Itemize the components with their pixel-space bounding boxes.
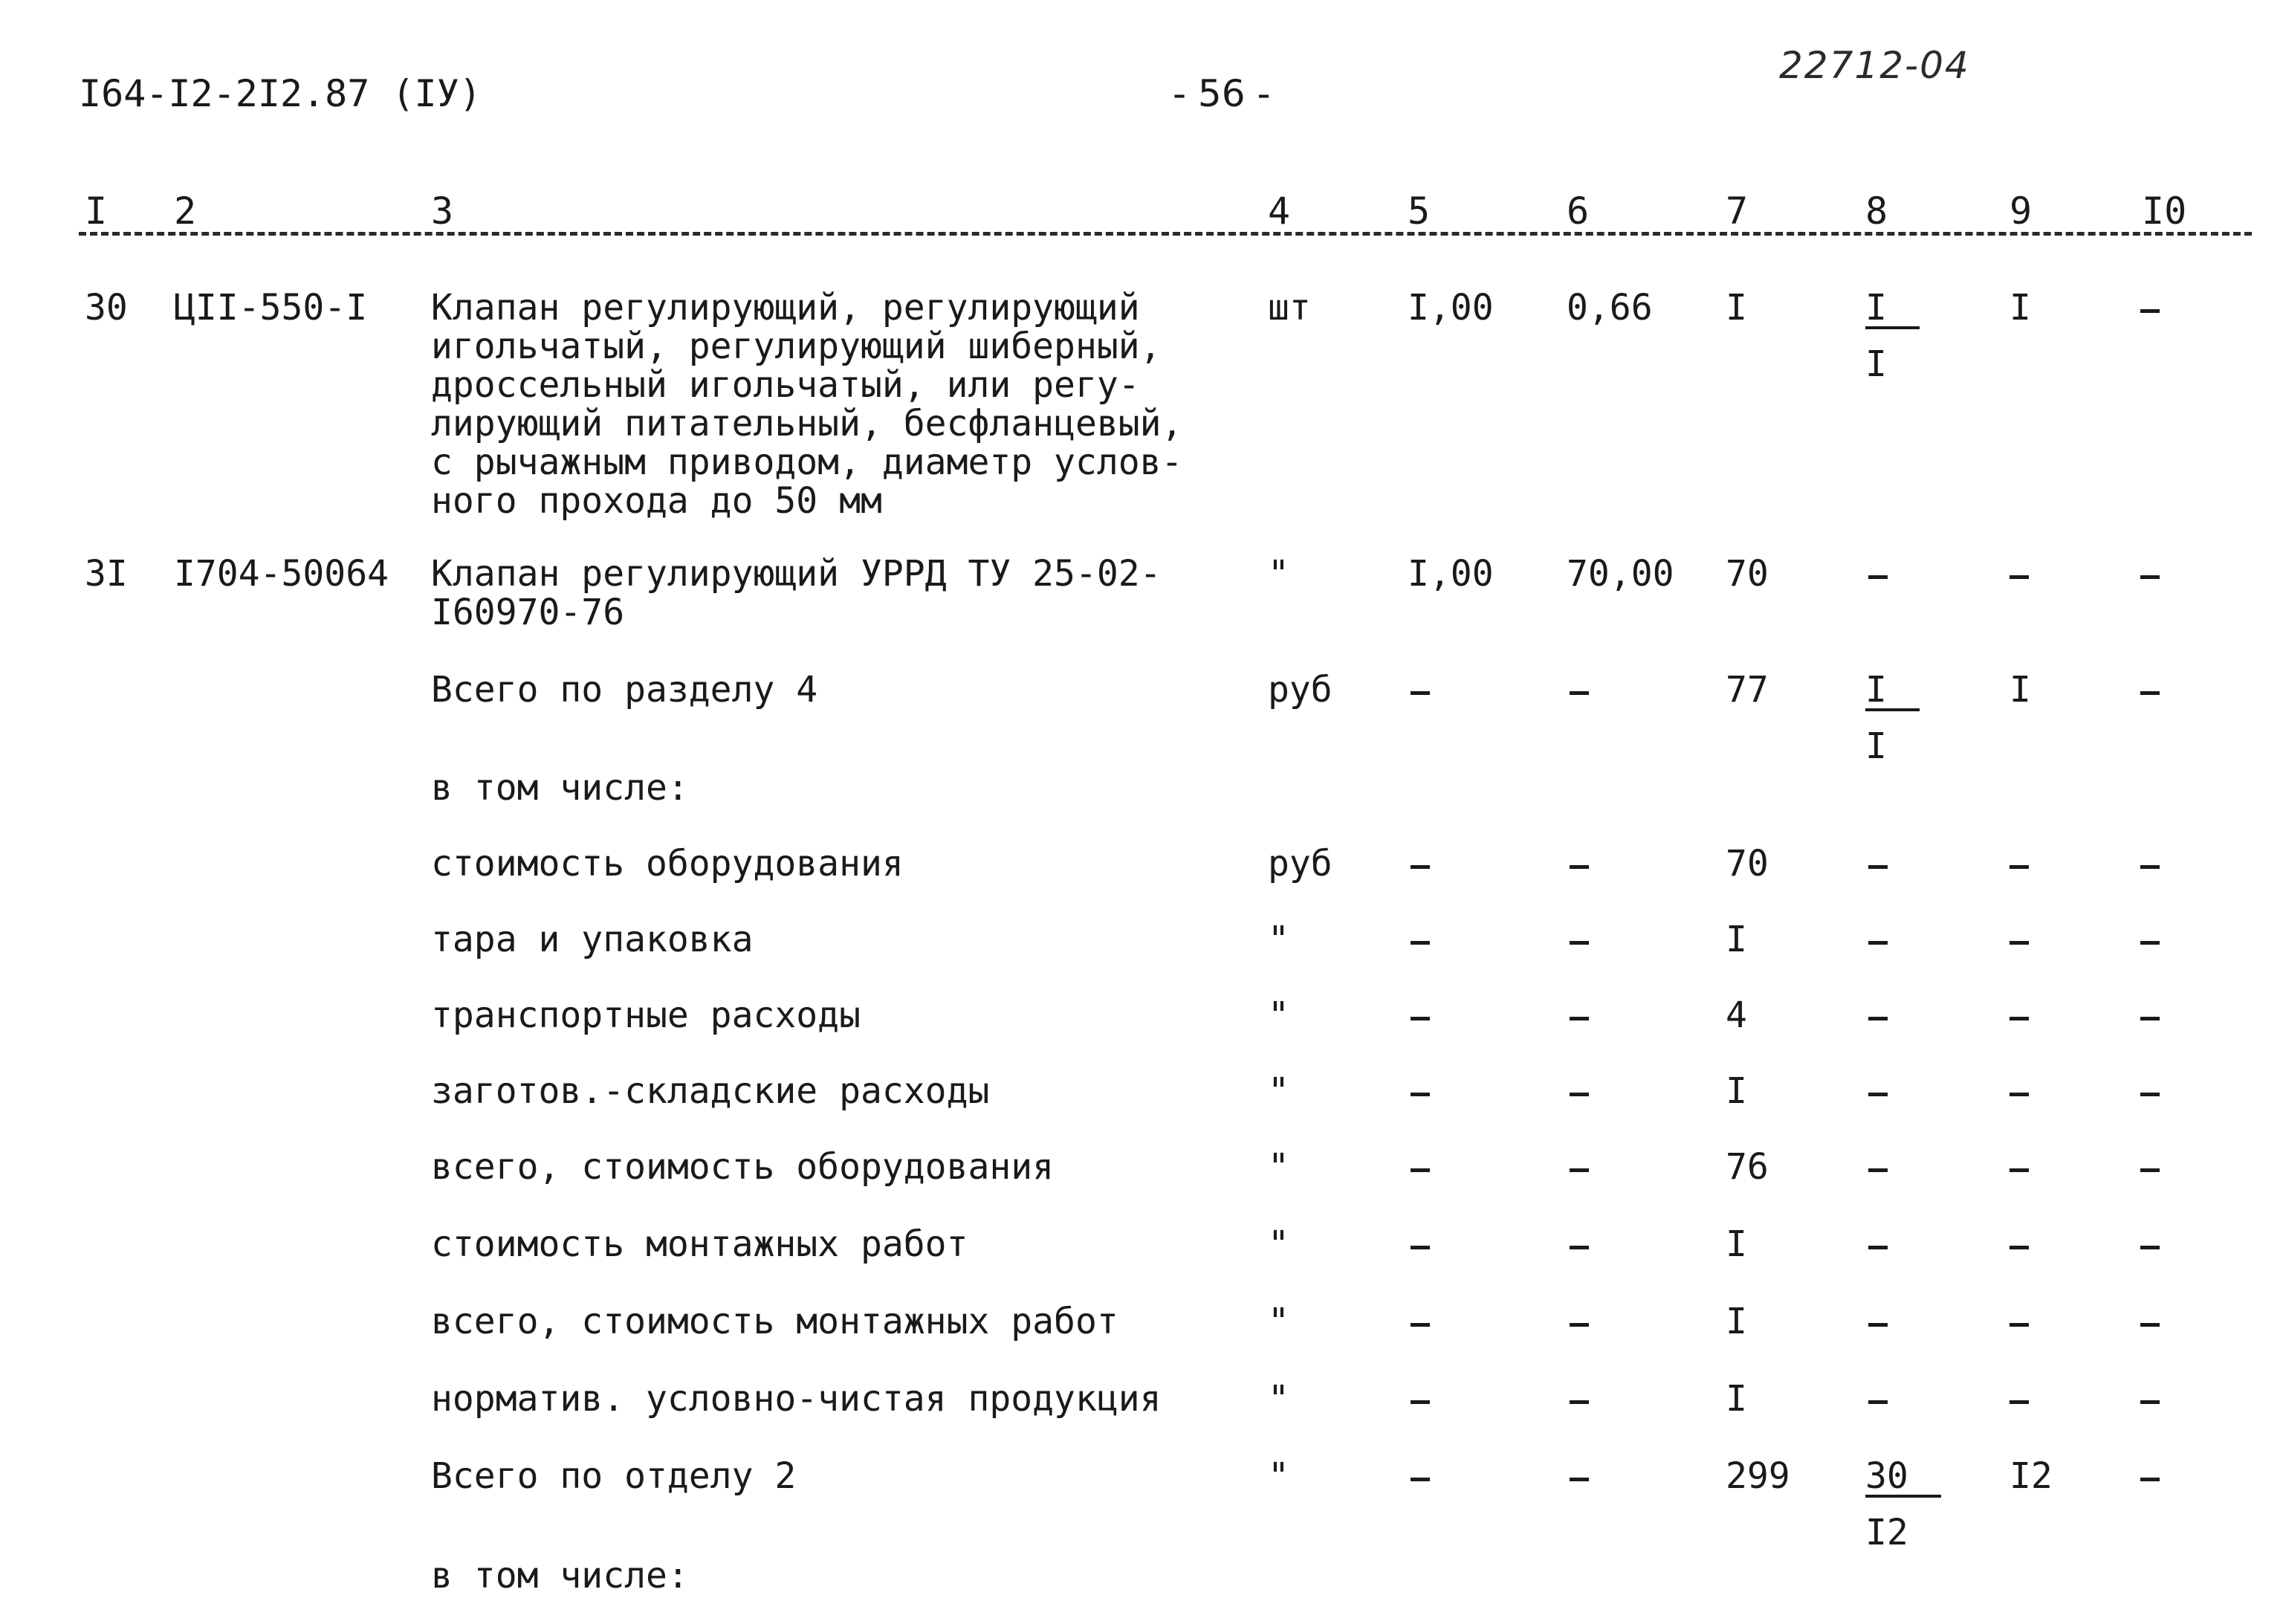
row-12-c7: I — [1726, 1378, 1747, 1420]
row-1-c5: I,00 — [1408, 287, 1494, 329]
row-10-c10-dash — [2140, 1246, 2160, 1249]
row-11-c6-dash — [1570, 1323, 1589, 1327]
row-13-c9: I2 — [2010, 1455, 2053, 1497]
row-11-description: всего, стоимость монтажных работ — [431, 1301, 1118, 1342]
row-7-c5-dash — [1411, 1017, 1430, 1020]
row-13-c6-dash — [1570, 1478, 1589, 1481]
row-1-c6: 0,66 — [1567, 287, 1653, 329]
row-12-c9-dash — [2010, 1400, 2029, 1404]
row-8-description: заготов.-складские расходы — [431, 1070, 990, 1112]
row-1-c7: I — [1726, 287, 1747, 329]
row-5-c8-dash — [1868, 865, 1888, 869]
row-7-c10-dash — [2140, 1017, 2160, 1020]
column-number-5: 5 — [1408, 190, 1431, 233]
row-6-c9-dash — [2010, 941, 2029, 945]
row-2-c6: 70,00 — [1567, 553, 1674, 595]
row-8-c5-dash — [1411, 1093, 1430, 1096]
row-1-no: 30 — [85, 287, 128, 329]
row-6-unit: " — [1268, 919, 1289, 960]
row-7-unit: " — [1268, 994, 1289, 1036]
row-12-unit: " — [1268, 1378, 1289, 1420]
row-13-c10-dash — [2140, 1478, 2160, 1481]
row-5-c7: 70 — [1726, 843, 1769, 884]
row-6-c5-dash — [1411, 941, 1430, 945]
row-5-c5-dash — [1411, 865, 1430, 869]
row-11-unit: " — [1268, 1301, 1289, 1342]
fraction-numerator: I — [1865, 289, 1920, 329]
row-2-c10-dash — [2140, 575, 2160, 579]
row-9-c5-dash — [1411, 1168, 1430, 1172]
column-number-6: 6 — [1567, 190, 1590, 233]
column-number-4: 4 — [1268, 190, 1291, 233]
row-1-code: ЦII-550-I — [174, 287, 368, 329]
row-10-unit: " — [1268, 1223, 1289, 1265]
handwritten-number: 22712-04 — [1779, 44, 1970, 87]
row-3-c10-dash — [2140, 691, 2160, 695]
document-code: I64-I2-2I2.87 (IУ) — [79, 72, 482, 115]
row-13-unit: " — [1268, 1455, 1289, 1497]
column-number-7: 7 — [1726, 190, 1749, 233]
row-11-c7: I — [1726, 1301, 1747, 1342]
fraction-denominator: I — [1865, 343, 1887, 385]
row-11-c9-dash — [2010, 1323, 2029, 1327]
row-10-c6-dash — [1570, 1246, 1589, 1249]
column-number-3: 3 — [431, 190, 454, 233]
row-7-c7: 4 — [1726, 994, 1747, 1036]
row-13-c7: 299 — [1726, 1455, 1790, 1497]
row-6-c7: I — [1726, 919, 1747, 960]
row-7-c9-dash — [2010, 1017, 2029, 1020]
row-7-c8-dash — [1868, 1017, 1888, 1020]
row-3-c6-dash — [1570, 691, 1589, 695]
row-10-c8-dash — [1868, 1246, 1888, 1249]
column-number-9: 9 — [2010, 190, 2033, 233]
row-2-c8-dash — [1868, 575, 1888, 579]
row-9-c8-dash — [1868, 1168, 1888, 1172]
fraction-denominator: I — [1865, 725, 1887, 767]
page-number: - 56 - — [1173, 72, 1271, 115]
column-number-8: 8 — [1865, 190, 1888, 233]
row-2-no: 3I — [85, 553, 128, 595]
row-9-description: всего, стоимость оборудования — [431, 1146, 1055, 1188]
row-8-c9-dash — [2010, 1093, 2029, 1096]
row-4-description: в том числе: — [431, 767, 689, 809]
row-3-description: Всего по разделу 4 — [431, 669, 818, 711]
row-13-c8-fraction — [1865, 1457, 1941, 1551]
row-9-unit: " — [1268, 1146, 1289, 1188]
row-11-c8-dash — [1868, 1323, 1888, 1327]
row-3-c9: I — [2010, 669, 2031, 711]
row-2-code: I704-50064 — [174, 553, 389, 595]
row-2-c7: 70 — [1726, 553, 1769, 595]
fraction-numerator: 30 — [1865, 1458, 1941, 1498]
row-6-description: тара и упаковка — [431, 919, 754, 960]
row-9-c6-dash — [1570, 1168, 1589, 1172]
row-9-c10-dash — [2140, 1168, 2160, 1172]
row-11-c10-dash — [2140, 1323, 2160, 1327]
row-3-c7: 77 — [1726, 669, 1769, 711]
row-8-c8-dash — [1868, 1093, 1888, 1096]
row-10-c5-dash — [1411, 1246, 1430, 1249]
row-10-c7: I — [1726, 1223, 1747, 1265]
column-number-10: I0 — [2142, 190, 2187, 233]
row-3-unit: руб — [1268, 669, 1332, 711]
row-1-c10-dash — [2140, 309, 2160, 313]
row-13-description: Всего по отделу 2 — [431, 1455, 797, 1497]
row-14-description: в том числе: — [431, 1555, 689, 1596]
row-2-c9-dash — [2010, 575, 2029, 579]
row-12-description: норматив. условно-чистая продукция — [431, 1378, 1162, 1420]
row-6-c8-dash — [1868, 941, 1888, 945]
row-10-c9-dash — [2010, 1246, 2029, 1249]
row-2-unit: " — [1268, 553, 1289, 595]
row-8-unit: " — [1268, 1070, 1289, 1112]
fraction-numerator: I — [1865, 671, 1920, 711]
row-5-description: стоимость оборудования — [431, 843, 904, 884]
row-5-c9-dash — [2010, 865, 2029, 869]
row-8-c7: I — [1726, 1070, 1747, 1112]
fraction-denominator: I2 — [1865, 1512, 1908, 1553]
row-9-c7: 76 — [1726, 1146, 1769, 1188]
row-3-c5-dash — [1411, 691, 1430, 695]
row-7-c6-dash — [1570, 1017, 1589, 1020]
row-5-c6-dash — [1570, 865, 1589, 869]
row-9-c9-dash — [2010, 1168, 2029, 1172]
row-12-c6-dash — [1570, 1400, 1589, 1404]
row-8-c6-dash — [1570, 1093, 1589, 1096]
row-2-description: Клапан регулирующий УРРД ТУ 25-02- I60970-76 — [431, 553, 1162, 633]
row-12-c5-dash — [1411, 1400, 1430, 1404]
row-13-c5-dash — [1411, 1478, 1430, 1481]
row-3-c8-fraction — [1865, 670, 1920, 765]
row-5-unit: руб — [1268, 843, 1332, 884]
header-rule — [79, 232, 2252, 236]
row-7-description: транспортные расходы — [431, 994, 861, 1036]
row-6-c10-dash — [2140, 941, 2160, 945]
row-10-description: стоимость монтажных работ — [431, 1223, 968, 1265]
row-11-c5-dash — [1411, 1323, 1430, 1327]
row-1-unit: шт — [1268, 287, 1311, 329]
row-6-c6-dash — [1570, 941, 1589, 945]
row-8-c10-dash — [2140, 1093, 2160, 1096]
row-12-c10-dash — [2140, 1400, 2160, 1404]
row-5-c10-dash — [2140, 865, 2160, 869]
row-12-c8-dash — [1868, 1400, 1888, 1404]
row-1-c8-fraction — [1865, 288, 1920, 383]
column-number-2: 2 — [174, 190, 197, 233]
row-1-c9: I — [2010, 287, 2031, 329]
row-1-description: Клапан регулирующий, регулирующий игольчатый, регулирующий шиберный, дроссельный игольчатый, или регу- лирующий питательный, бесфланцевый, с рычажным приводом, диаметр услов- ного прохода до 50 мм — [431, 287, 1183, 522]
row-2-c5: I,00 — [1408, 553, 1494, 595]
column-number-1: I — [85, 190, 108, 233]
